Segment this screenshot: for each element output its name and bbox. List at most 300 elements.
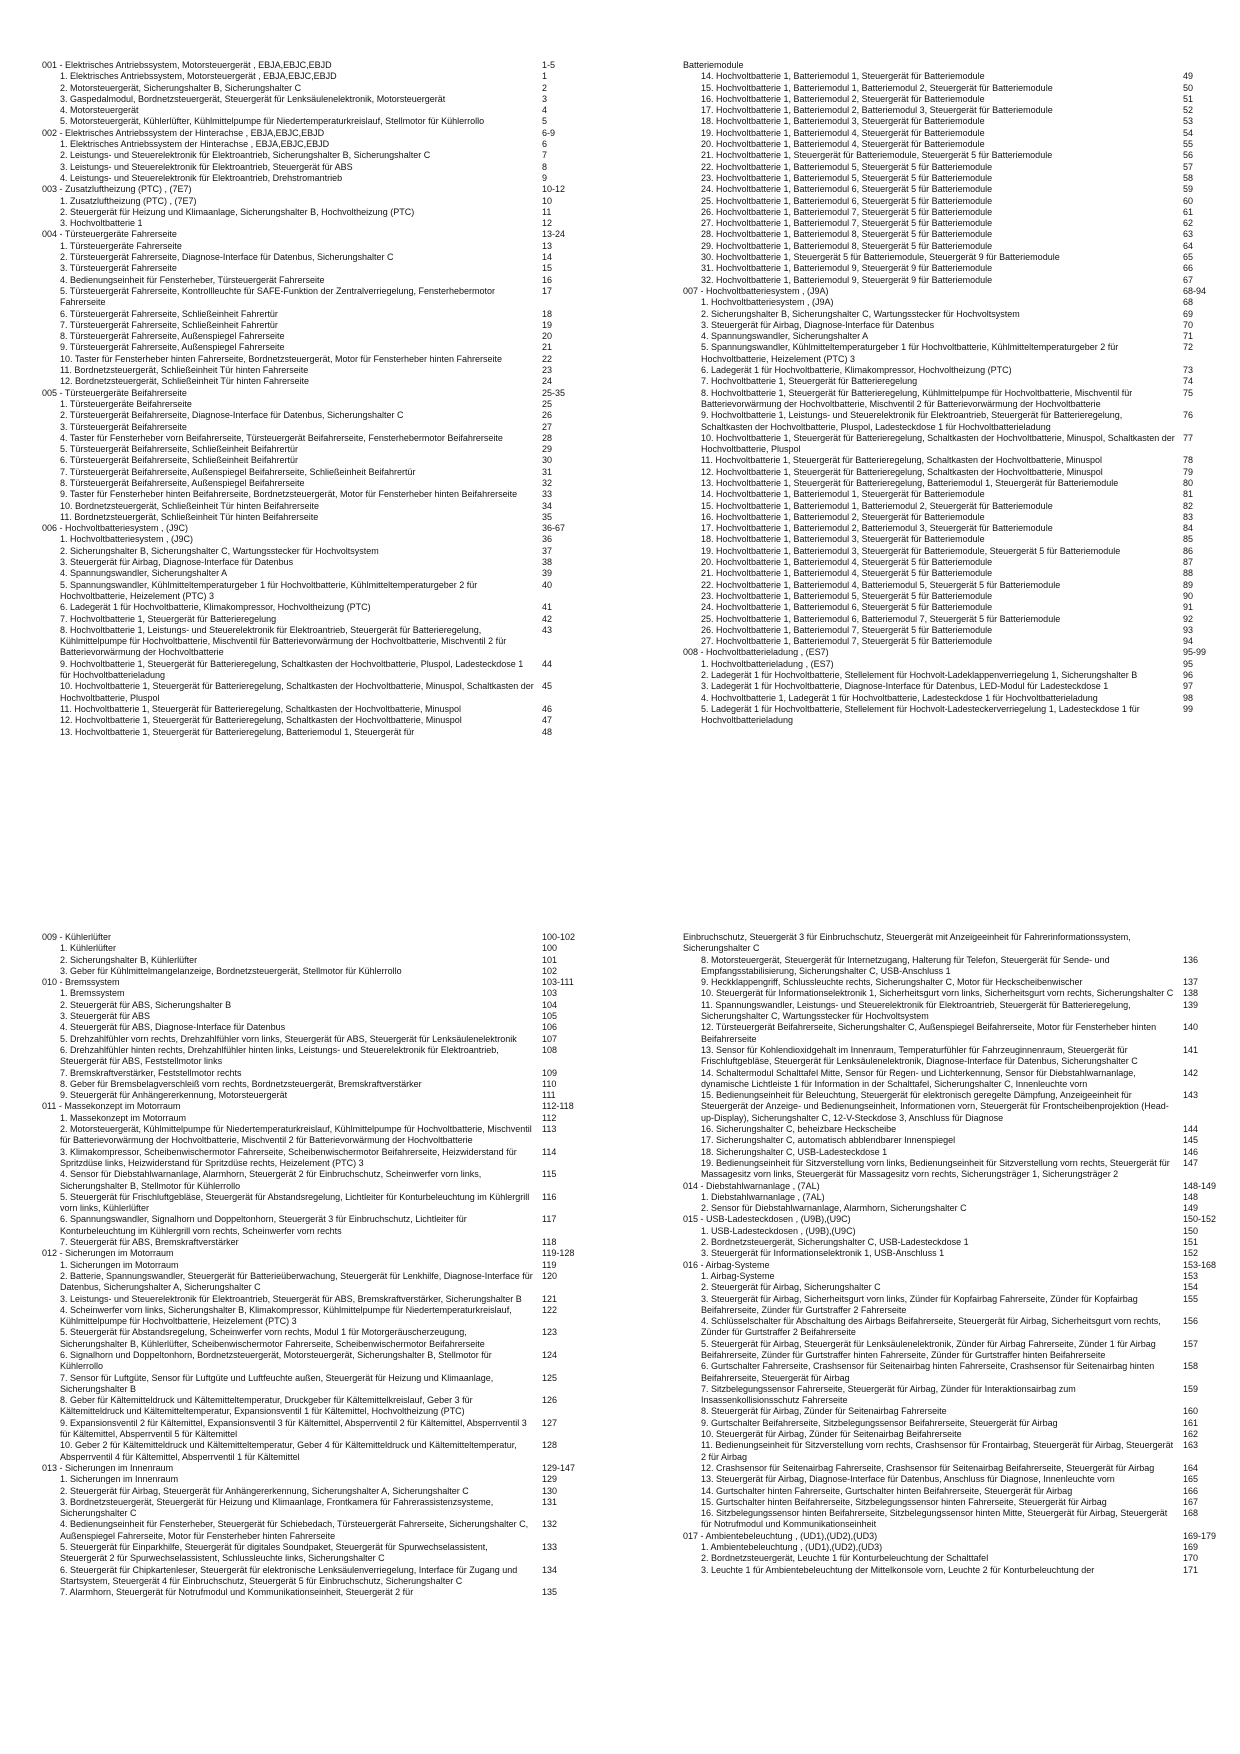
index-entry — [683, 1384, 1240, 1407]
entry-page: 161 — [1183, 1417, 1199, 1428]
entry-title: 015 - USB-Ladesteckdosen , (U9B),(U9C) — [683, 1214, 851, 1225]
entry-page: 87 — [1183, 557, 1194, 568]
entry-page: 144 — [1183, 1124, 1199, 1135]
entry-title: 3. Steuergerät für Airbag, Diagnose-Interface für Datenbus — [60, 557, 294, 568]
entry-title: 4. Schlüsselschalter für Abschaltung des Airbags Beifahrerseite, Steuergerät für Airbag, Sicherheitsgurt vorn rechts, Zünder für Gurtstraffer 2 Beifahrerseite — [701, 1316, 1161, 1338]
entry-title: 2. Motorsteuergerät, Sicherungshalter B, Sicherungshalter C — [60, 82, 302, 93]
entry-title: 5. Steuergerät für Airbag, Steuergerät für Lenksäulenelektronik, Zünder für Airbag Fahrerseite, Zünder 1 für Airbag Beifahrerseite, Zünder für Gurtstraffer hinten Fahrerseite, Zünder für Gurtstraffer hinten Beifahrerseite — [701, 1338, 1156, 1360]
entry-title: 20. Hochvoltbatterie 1, Batteriemodul 4, Steuergerät 5 für Batteriemodule — [701, 557, 993, 568]
entry-page: 127 — [542, 1417, 558, 1428]
index-entry — [683, 625, 1240, 636]
entry-title: 010 - Bremssystem — [42, 977, 120, 988]
entry-title: 002 - Elektrisches Antriebssystem der Hinterachse , EBJA,EBJC,EBJD — [42, 127, 325, 138]
index-entry — [42, 966, 602, 977]
index-entry — [683, 455, 1240, 466]
entry-title: 3. Türsteuergerät Beifahrerseite — [60, 421, 187, 432]
index-entry — [42, 433, 602, 444]
entry-title: 2. Bordnetzsteuergerät, Leuchte 1 für Konturbeleuchtung der Schalttafel — [701, 1553, 989, 1564]
index-entry — [42, 275, 602, 286]
entry-page: 98 — [1183, 692, 1194, 703]
entry-title: 12. Hochvoltbatterie 1, Steuergerät für Batterieregelung, Schaltkasten der Hochvoltbatterie, Minuspol — [60, 715, 462, 726]
index-entry — [42, 1350, 602, 1373]
entry-title: 5. Steuergerät für Einparkhilfe, Steuergerät für digitales Soundpaket, Steuergerät für Spurwechselassistent, Steuergerät 2 für Spurwechselassistent, Schlussleuchte links, Sicherungshalter C — [60, 1542, 488, 1564]
entry-title: 18. Sicherungshalter C, USB-Ladesteckdose 1 — [701, 1146, 888, 1157]
index-section — [42, 388, 602, 399]
index-entry — [42, 943, 602, 954]
index-entry — [683, 1361, 1240, 1384]
index-entry — [42, 1124, 602, 1147]
index-section — [683, 1531, 1240, 1542]
entry-page: 89 — [1183, 579, 1194, 590]
index-entry — [42, 1192, 602, 1215]
entry-title: 2. Steuergerät für ABS, Sicherungshalter B — [60, 999, 232, 1010]
entry-page: 70 — [1183, 319, 1194, 330]
index-entry — [42, 1237, 602, 1248]
index-column-2 — [683, 60, 1240, 727]
entry-title: 18. Hochvoltbatterie 1, Batteriemodul 3, Steuergerät für Batteriemodule — [701, 116, 985, 127]
entry-page: 44 — [542, 658, 553, 669]
entry-page: 91 — [1183, 602, 1194, 613]
index-entry — [42, 116, 602, 127]
index-entry — [683, 1271, 1240, 1282]
entry-page: 137 — [1183, 977, 1199, 988]
entry-page: 100 — [542, 943, 558, 954]
entry-title: 9. Hochvoltbatterie 1, Leistungs- und Steuerelektronik für Elektroantrieb, Steuergerät für Batterieregelung, Schaltkasten der Hochvoltbatterie, Pluspol, Ladesteckdose 1 für Hochvoltbatterieladung — [701, 410, 1123, 432]
entry-title: 20. Hochvoltbatterie 1, Batteriemodul 4, Steuergerät für Batteriemodule — [701, 139, 985, 150]
index-entry — [42, 105, 602, 116]
index-entry — [42, 557, 602, 568]
index-entry — [683, 546, 1240, 557]
entry-title: 3. Gaspedalmodul, Bordnetzsteuergerät, Steuergerät für Lenksäulenelektronik, Motorsteuergerät — [60, 93, 446, 104]
index-entry — [683, 218, 1240, 229]
entry-title: 14. Gurtschalter hinten Fahrerseite, Gurtschalter hinten Beifahrerseite, Steuergerät für Airbag — [701, 1485, 1073, 1496]
entry-title: 14. Hochvoltbatterie 1, Batteriemodul 1, Steuergerät für Batteriemodule — [701, 489, 985, 500]
entry-page: 143 — [1183, 1090, 1199, 1101]
index-entry — [683, 1542, 1240, 1553]
index-entry — [683, 693, 1240, 704]
index-entry — [683, 1463, 1240, 1474]
entry-title: 7. Sensor für Luftgüte, Sensor für Luftgüte und Luftfeuchte außen, Steuergerät für Heizung und Klimaanlage, Sicherungshalter B — [60, 1372, 494, 1394]
entry-title: 3. Ladegerät 1 für Hochvoltbatterie, Diagnose-Interface für Datenbus, LED-Modul für Ladesteckdose 1 — [701, 681, 1109, 692]
index-entry — [683, 512, 1240, 523]
index-entry — [683, 1474, 1240, 1485]
entry-page: 34 — [542, 500, 553, 511]
entry-page: 112-118 — [542, 1101, 574, 1112]
index-section — [42, 1463, 602, 1474]
index-section — [42, 977, 602, 988]
entry-page: 5 — [542, 116, 548, 127]
entry-title: 24. Hochvoltbatterie 1, Batteriemodul 6, Steuergerät 5 für Batteriemodule — [701, 184, 993, 195]
entry-title: 9. Heckklappengriff, Schlussleuchte rechts, Sicherungshalter C, Motor für Heckscheibenwischer — [701, 977, 1083, 988]
entry-page: 29 — [542, 444, 553, 455]
entry-page: 3 — [542, 93, 548, 104]
entry-title: 3. Türsteuergerät Fahrerseite — [60, 263, 177, 274]
entry-title: 6. Drehzahlfühler hinten rechts, Drehzahlfühler hinten links, Leistungs- und Steuerelektronik für Elektroantrieb, Steuergerät für ABS, Feststellmotor links — [60, 1044, 499, 1067]
index-entry — [683, 309, 1240, 320]
entry-title: 9. Türsteuergerät Fahrerseite, Außenspiegel Fahrerseite — [60, 342, 285, 353]
entry-page: 65 — [1183, 252, 1194, 263]
entry-title: 13. Hochvoltbatterie 1, Steuergerät für Batterieregelung, Batteriemodul 1, Steuergerät für Batteriemodule — [701, 477, 1119, 488]
entry-page: 42 — [542, 613, 553, 624]
entry-page: 114 — [542, 1146, 557, 1157]
entry-page: 135 — [542, 1587, 558, 1598]
index-entry — [683, 83, 1240, 94]
entry-title: 4. Hochvoltbatterie 1, Ladegerät 1 für Hochvoltbatterie, Ladesteckdose 1 für Hochvoltbatterieladung — [701, 692, 1098, 703]
entry-title: 1. Kühlerlüfter — [60, 943, 117, 954]
entry-title: 14. Schaltermodul Schalttafel Mitte, Sensor für Regen- und Lichterkennung, Sensor für Diebstahlwarnanlage, dynamische Lichtleiste 1 für Information in der Schalttafel, Sicherungshalter C, Innenleuchte vorn — [701, 1067, 1136, 1089]
entry-page: 150 — [1183, 1225, 1199, 1236]
index-entry — [42, 1011, 602, 1022]
entry-page: 103-111 — [542, 977, 574, 988]
entry-page: 85 — [1183, 534, 1194, 545]
entry-title: 3. Steuergerät für Informationselektronik 1, USB-Anschluss 1 — [701, 1248, 945, 1259]
entry-title: 5. Ladegerät 1 für Hochvoltbatterie, Stellelement für Hochvolt-Ladesteckerverriegelung 1, Ladesteckdose 1 für Hochvoltbatterieladung — [701, 703, 1140, 726]
entry-title: 29. Hochvoltbatterie 1, Batteriemodul 8, Steuergerät 5 für Batteriemodule — [701, 240, 993, 251]
entry-title: 4. Spannungswandler, Sicherungshalter A — [701, 331, 869, 342]
entry-page: 95-99 — [1183, 647, 1207, 658]
index-entry — [683, 139, 1240, 150]
entry-page: 18 — [542, 308, 553, 319]
entry-title: 3. Steuergerät für ABS — [60, 1011, 151, 1022]
entry-title: 25. Hochvoltbatterie 1, Batteriemodul 6, Steuergerät 5 für Batteriemodule — [701, 195, 993, 206]
entry-title: 7. Hochvoltbatterie 1, Steuergerät für Batterieregelung — [701, 376, 918, 387]
index-entry — [42, 1327, 602, 1350]
entry-title: 1. Elektrisches Antriebssystem der Hinterachse , EBJA,EBJC,EBJD — [60, 139, 330, 150]
index-entry — [683, 681, 1240, 692]
entry-title: 12. Crashsensor für Seitenairbag Fahrerseite, Crashsensor für Seitenairbag Beifahrerseite, Steuergerät für Airbag — [701, 1462, 1155, 1473]
entry-title: 1. Sicherungen im Innenraum — [60, 1474, 179, 1485]
index-entry — [42, 1147, 602, 1170]
index-entry — [683, 602, 1240, 613]
entry-title: 1. Ambientebeleuchtung , (UD1),(UD2),(UD3) — [701, 1542, 883, 1553]
entry-page: 115 — [542, 1169, 557, 1180]
index-entry — [42, 1486, 602, 1497]
entry-page: 13 — [542, 240, 553, 251]
entry-title: 17. Hochvoltbatterie 1, Batteriemodul 2, Batteriemodul 3, Steuergerät für Batteriemodule — [701, 105, 1053, 116]
entry-title: 1. Türsteuergeräte Beifahrerseite — [60, 398, 192, 409]
entry-page: 111 — [542, 1090, 556, 1101]
entry-page: 162 — [1183, 1429, 1199, 1440]
index-entry — [683, 568, 1240, 579]
entry-title: 10. Taster für Fensterheber hinten Fahrerseite, Bordnetzsteuergerät, Motor für Fensterheber hinten Fahrerseite — [60, 353, 503, 364]
entry-page: 146 — [1183, 1146, 1199, 1157]
index-entry — [683, 433, 1240, 456]
entry-title: 8. Motorsteuergerät, Steuergerät für Internetzugang, Halterung für Telefon, Steuergerät für Sende- und Empfangsstabilisierung, Sicherungshalter C, USB-Anschluss 1 — [701, 954, 1110, 976]
entry-page: 36-67 — [542, 523, 566, 534]
entry-title: 16. Hochvoltbatterie 1, Batteriemodul 2, Steuergerät für Batteriemodule — [701, 511, 985, 522]
index-entry — [42, 580, 602, 603]
entry-title: 3. Leistungs- und Steuerelektronik für Elektroantrieb, Steuergerät für ABS — [60, 161, 353, 172]
index-entry — [42, 150, 602, 161]
index-section — [683, 1181, 1240, 1192]
entry-title: 13. Sensor für Kohlendioxidgehalt im Innenraum, Temperaturfühler für Fahrzeuginnenraum, Steuergerät für Frischluftgebläse, Steuergerät für Lenksäulenelektronik, Diagnose-Interface für Datenbus, Sicherungshalter C — [701, 1044, 1138, 1067]
index-entry — [683, 1553, 1240, 1564]
index-entry — [683, 410, 1240, 433]
entry-title: 6. Signalhorn und Doppeltonhorn, Bordnetzsteuergerät, Motorsteuergerät, Sicherungshalter B, Stellmotor für Kühlerrollo — [60, 1349, 492, 1372]
entry-title: 5. Steuergerät für Frischluftgebläse, Steuergerät für Abstandsregelung, Lichtleiter für Konturbeleuchtung im Kühlergrill vorn links, Kühlerlüfter — [60, 1191, 530, 1214]
entry-page: 90 — [1183, 590, 1194, 601]
entry-page: 53 — [1183, 116, 1194, 127]
index-entry — [683, 1000, 1240, 1023]
entry-title: 1. Diebstahlwarnanlage , (7AL) — [701, 1191, 825, 1202]
index-entry — [683, 1418, 1240, 1429]
entry-title: 6. Türsteuergerät Beifahrerseite, Schließeinheit Beifahrertür — [60, 455, 298, 466]
index-entry — [42, 1305, 602, 1328]
entry-page: 160 — [1183, 1406, 1199, 1417]
entry-title: 016 - Airbag-Systeme — [683, 1259, 770, 1270]
index-entry — [42, 546, 602, 557]
index-entry — [683, 1508, 1240, 1531]
index-entry — [683, 704, 1240, 727]
index-entry — [42, 376, 602, 387]
entry-page — [1183, 932, 1240, 955]
entry-title: 012 - Sicherungen im Motorraum — [42, 1248, 174, 1259]
index-entry — [42, 218, 602, 229]
entry-page — [1183, 60, 1240, 71]
entry-page: 113 — [542, 1124, 557, 1135]
index-entry — [683, 342, 1240, 365]
index-entry — [42, 309, 602, 320]
entry-page: 20 — [542, 331, 553, 342]
entry-page: 25-35 — [542, 387, 566, 398]
entry-page: 121 — [542, 1293, 558, 1304]
entry-title: 32. Hochvoltbatterie 1, Batteriemodul 9, Steuergerät 9 für Batteriemodule — [701, 274, 993, 285]
entry-page: 81 — [1183, 489, 1194, 500]
entry-page: 129-147 — [542, 1462, 576, 1473]
entry-page: 117 — [542, 1214, 557, 1225]
entry-page: 14 — [542, 252, 553, 263]
index-entry — [42, 1000, 602, 1011]
entry-title: 6. Spannungswandler, Signalhorn und Doppeltonhorn, Steuergerät 3 für Einbruchschutz, Lichtleiter für Konturbeleuchtung im Kühlergrill vorn rechts, Scheinwerfer vorn rechts — [60, 1214, 467, 1236]
entry-page: 167 — [1183, 1496, 1199, 1507]
index-entry — [683, 94, 1240, 105]
index-entry — [42, 1497, 602, 1520]
index-entry — [683, 1237, 1240, 1248]
index-entry — [42, 399, 602, 410]
entry-page: 50 — [1183, 82, 1194, 93]
entry-page: 102 — [542, 965, 558, 976]
index-entry — [42, 1045, 602, 1068]
entry-page: 157 — [1183, 1338, 1199, 1349]
entry-page: 165 — [1183, 1474, 1199, 1485]
entry-title: 9. Taster für Fensterheber hinten Beifahrerseite, Bordnetzsteuergerät, Motor für Fensterheber hinten Beifahrerseite — [60, 489, 518, 500]
index-entry — [683, 173, 1240, 184]
entry-page: 158 — [1183, 1361, 1199, 1372]
index-entry — [683, 1090, 1240, 1124]
index-section — [42, 128, 602, 139]
index-entry — [683, 1135, 1240, 1146]
entry-title: 5. Spannungswandler, Kühlmitteltemperaturgeber 1 für Hochvoltbatterie, Kühlmitteltemperaturgeber 2 für Hochvoltbatterie, Heizelement (PTC) 3 — [701, 342, 1119, 364]
index-entry — [42, 625, 602, 659]
entry-title: 11. Hochvoltbatterie 1, Steuergerät für Batterieregelung, Schaltkasten der Hochvoltbatterie, Minuspol — [701, 455, 1103, 466]
index-entry — [42, 252, 602, 263]
entry-page: 25 — [542, 398, 553, 409]
entry-page: 99 — [1183, 703, 1194, 714]
index-section — [683, 1260, 1240, 1271]
entry-page: 4 — [542, 105, 548, 116]
index-entry — [42, 1068, 602, 1079]
entry-page: 145 — [1183, 1135, 1199, 1146]
entry-page: 36 — [542, 534, 553, 545]
entry-page: 123 — [542, 1327, 558, 1338]
entry-page: 54 — [1183, 127, 1194, 138]
entry-page: 153-168 — [1183, 1259, 1217, 1270]
entry-page: 38 — [542, 557, 553, 568]
entry-page: 2 — [542, 82, 548, 93]
entry-page: 41 — [542, 602, 553, 613]
entry-page: 105 — [542, 1011, 558, 1022]
entry-page: 63 — [1183, 229, 1194, 240]
entry-title: 8. Geber für Kältemitteldruck und Kältemitteltemperatur, Druckgeber für Kältemittelkreislauf, Geber 3 für Kältemitteldruck und Kältemitteltemperatur, Expansionsventil 1 für Kältemittel, Hochvoltheizung (PTC) — [60, 1395, 473, 1417]
entry-title: 12. Hochvoltbatterie 1, Steuergerät für Batterieregelung, Schaltkasten der Hochvoltbatterie, Minuspol — [701, 466, 1103, 477]
entry-page: 130 — [542, 1485, 558, 1496]
entry-page: 35 — [542, 511, 553, 522]
index-entry — [42, 988, 602, 999]
entry-page: 48 — [542, 726, 553, 737]
index-entry — [683, 1282, 1240, 1293]
index-entry — [683, 229, 1240, 240]
entry-title: 8. Steuergerät für Airbag, Zünder für Seitenairbag Fahrerseite — [701, 1406, 947, 1417]
entry-page: 83 — [1183, 511, 1194, 522]
entry-page: 100-102 — [542, 932, 576, 942]
entry-page: 139 — [1183, 999, 1199, 1010]
entry-title: 7. Alarmhorn, Steuergerät für Notrufmodul und Kommunikationseinheit, Steuergerät 2 für — [60, 1587, 414, 1598]
entry-title: 24. Hochvoltbatterie 1, Batteriemodul 6, Steuergerät 5 für Batteriemodule — [701, 602, 993, 613]
entry-title: 25. Hochvoltbatterie 1, Batteriemodul 6, Batteriemodul 7, Steuergerät 5 für Batteriemodule — [701, 613, 1061, 624]
entry-page: 84 — [1183, 523, 1194, 534]
entry-title: 7. Steuergerät für ABS, Bremskraftverstärker — [60, 1237, 239, 1248]
entry-title: 2. Steuergerät für Airbag, Sicherungshalter C — [701, 1282, 881, 1293]
entry-title: 10. Geber 2 für Kältemitteldruck und Kältemitteltemperatur, Geber 4 für Kältemitteldruck und Kältemitteltemperatur, Absperrventil 4 für Kältemittel, Absperrventil 1 für Kältemittel — [60, 1440, 517, 1462]
entry-page: 107 — [542, 1033, 558, 1044]
entry-title: 4. Taster für Fensterheber vorn Beifahrerseite, Türsteuergerät Beifahrerseite, Fensterhebermotor Beifahrerseite — [60, 432, 503, 443]
index-entry — [683, 955, 1240, 978]
entry-title: 5. Steuergerät für Abstandsregelung, Scheinwerfer vorn rechts, Modul 1 für Motorgeräuscherzeugung, Sicherungshalter B, Kühlerlüfter, Scheibenwischermotor Fahrerseite, Scheibenwischermotor Beifahrerseite — [60, 1327, 485, 1349]
index-entry — [683, 1068, 1240, 1091]
entry-page: 76 — [1183, 410, 1194, 421]
index-entry — [42, 467, 602, 478]
entry-page: 75 — [1183, 387, 1194, 398]
entry-title: 28. Hochvoltbatterie 1, Batteriemodul 8, Steuergerät 5 für Batteriemodule — [701, 229, 993, 240]
index-entry — [683, 1440, 1240, 1463]
index-entry — [42, 94, 602, 105]
index-entry — [683, 932, 1240, 955]
index-entry — [42, 1079, 602, 1090]
entry-page: 68 — [1183, 297, 1194, 308]
entry-page: 10-12 — [542, 184, 566, 195]
entry-title: 26. Hochvoltbatterie 1, Batteriemodul 7, Steuergerät 5 für Batteriemodule — [701, 624, 993, 635]
entry-page: 45 — [542, 681, 553, 692]
entry-title: 2. Sicherungshalter B, Sicherungshalter C, Wartungsstecker für Hochvoltsystem — [701, 308, 1020, 319]
entry-page: 57 — [1183, 161, 1194, 172]
entry-title: 6. Türsteuergerät Fahrerseite, Schließeinheit Fahrertür — [60, 308, 278, 319]
index-entry — [683, 988, 1240, 999]
entry-title: 011 - Massekonzept im Motorraum — [42, 1101, 181, 1112]
index-column-3 — [42, 932, 602, 1599]
index-entry — [42, 196, 602, 207]
entry-title: 15. Hochvoltbatterie 1, Batteriemodul 1, Batteriemodul 2, Steuergerät für Batteriemodule — [701, 82, 1053, 93]
entry-page: 94 — [1183, 636, 1194, 647]
entry-title: 3. Leuchte 1 für Ambientebeleuchtung der Mittelkonsole vorn, Leuchte 2 für Konturbeleuchtung der — [701, 1564, 1095, 1575]
entry-page: 6-9 — [542, 127, 556, 138]
entry-page: 159 — [1183, 1383, 1199, 1394]
entry-title: 10. Steuergerät für Informationselektronik 1, Sicherheitsgurt vorn links, Sicherheitsgurt vorn rechts, Sicherungshalter C — [701, 988, 1174, 999]
index-entry — [42, 1260, 602, 1271]
entry-title: 4. Leistungs- und Steuerelektronik für Elektroantrieb, Drehstromantrieb — [60, 172, 343, 183]
entry-page: 155 — [1183, 1293, 1199, 1304]
entry-page: 79 — [1183, 466, 1194, 477]
index-entry — [683, 1147, 1240, 1158]
index-entry — [683, 1192, 1240, 1203]
entry-title: 15. Bedienungseinheit für Beleuchtung, Steuergerät für elektronisch geregelte Dämpfung, Anzeigeeinheit für Steuergerät der Anzeige- und Bedienungseinheit, Informationen vorn, Steuergerät für Frontscheibenprojektion (Head-up-Display), Sicherungshalter C, 12-V-Steckdose 3, Anschluss für Diagnose — [701, 1090, 1169, 1123]
entry-title: 5. Drehzahlfühler vorn rechts, Drehzahlfühler vorn links, Steuergerät für ABS, Steuergerät für Lenksäulenelektronik — [60, 1033, 517, 1044]
entry-title: 2. Sensor für Diebstahlwarnanlage, Alarmhorn, Sicherungshalter C — [701, 1203, 967, 1214]
entry-page: 119 — [542, 1259, 557, 1270]
entry-title: 8. Türsteuergerät Fahrerseite, Außenspiegel Fahrerseite — [60, 331, 285, 342]
entry-title: 4. Steuergerät für ABS, Diagnose-Interface für Datenbus — [60, 1022, 286, 1033]
entry-page: 124 — [542, 1349, 558, 1360]
index-entry — [683, 162, 1240, 173]
entry-title: 2. Leistungs- und Steuerelektronik für Elektroantrieb, Sicherungshalter B, Sicherungshalter C — [60, 150, 431, 161]
entry-page: 104 — [542, 999, 558, 1010]
entry-title: 3. Klimakompressor, Scheibenwischermotor Fahrerseite, Scheibenwischermotor Beifahrerseite, Heizwiderstand für Spritzdüse links, Heizwiderstand für Spritzdüse rechts, Heizelement (PTC) 3 — [60, 1146, 517, 1168]
entry-page: 26 — [542, 410, 553, 421]
entry-title: 006 - Hochvoltbatteriesystem , (J9C) — [42, 523, 189, 534]
index-entry — [42, 1113, 602, 1124]
index-entry — [42, 534, 602, 545]
index-entry — [42, 512, 602, 523]
entry-page: 27 — [542, 421, 553, 432]
entry-page: 24 — [542, 376, 553, 387]
index-entry — [683, 1124, 1240, 1135]
entry-title: 013 - Sicherungen im Innenraum — [42, 1462, 174, 1473]
entry-title: 10. Bordnetzsteuergerät, Schließeinheit Tür hinten Beifahrerseite — [60, 500, 319, 511]
index-entry — [683, 977, 1240, 988]
entry-page: 9 — [542, 172, 548, 183]
entry-page: 136 — [1183, 954, 1199, 965]
entry-title: 008 - Hochvoltbatterieladung , (ES7) — [683, 647, 829, 658]
index-entry — [683, 1316, 1240, 1339]
index-section — [683, 647, 1240, 658]
index-entry — [683, 1429, 1240, 1440]
index-entry — [42, 286, 602, 309]
entry-title: 2. Bordnetzsteuergerät, Sicherungshalter C, USB-Ladesteckdose 1 — [701, 1237, 969, 1248]
entry-title: 19. Hochvoltbatterie 1, Batteriemodul 3, Steuergerät für Batteriemodule, Steuergerät 5 für Batteriemodule — [701, 545, 1121, 556]
entry-title: 7. Sitzbelegungssensor Fahrerseite, Steuergerät für Airbag, Zünder für Interaktionsairbag zum Insassenkollisionsschutz Fahrerseite — [701, 1383, 1076, 1406]
index-entry — [683, 1406, 1240, 1417]
entry-title: 10. Hochvoltbatterie 1, Steuergerät für Batterieregelung, Schaltkasten der Hochvoltbatterie, Minuspol, Schaltkasten der Hochvoltbatterie, Pluspol — [701, 432, 1175, 455]
entry-page: 78 — [1183, 455, 1194, 466]
entry-page: 30 — [542, 455, 553, 466]
index-entry — [683, 636, 1240, 647]
entry-title: 9. Steuergerät für Anhängererkennung, Motorsteuergerät — [60, 1090, 288, 1101]
entry-title: 1. Hochvoltbatterieladung , (ES7) — [701, 658, 834, 669]
index-entry — [42, 1090, 602, 1101]
entry-page: 8 — [542, 161, 548, 172]
entry-page: 23 — [542, 365, 553, 376]
entry-page: 55 — [1183, 139, 1194, 150]
entry-page: 106 — [542, 1022, 558, 1033]
entry-title: 4. Bedienungseinheit für Fensterheber, Steuergerät für Schiebedach, Türsteuergerät Fahrerseite, Sicherungshalter C, Außenspiegel Fahrerseite, Motor für Fensterheber hinten Fahrerseite — [60, 1519, 529, 1541]
entry-title: 19. Bedienungseinheit für Sitzverstellung vorn links, Bedienungseinheit für Sitzverstellung vorn rechts, Steuergerät für Massagesitz vorn links, Steuergerät für Massagesitz vorn rechts, Sicherungsträger 1, Sicherungsträger 2 — [701, 1157, 1170, 1180]
index-entry — [42, 71, 602, 82]
entry-page: 77 — [1183, 432, 1194, 443]
index-entry — [42, 659, 602, 682]
entry-page: 73 — [1183, 365, 1194, 376]
entry-page: 10 — [542, 195, 553, 206]
entry-page: 59 — [1183, 184, 1194, 195]
entry-page: 147 — [1183, 1157, 1199, 1168]
